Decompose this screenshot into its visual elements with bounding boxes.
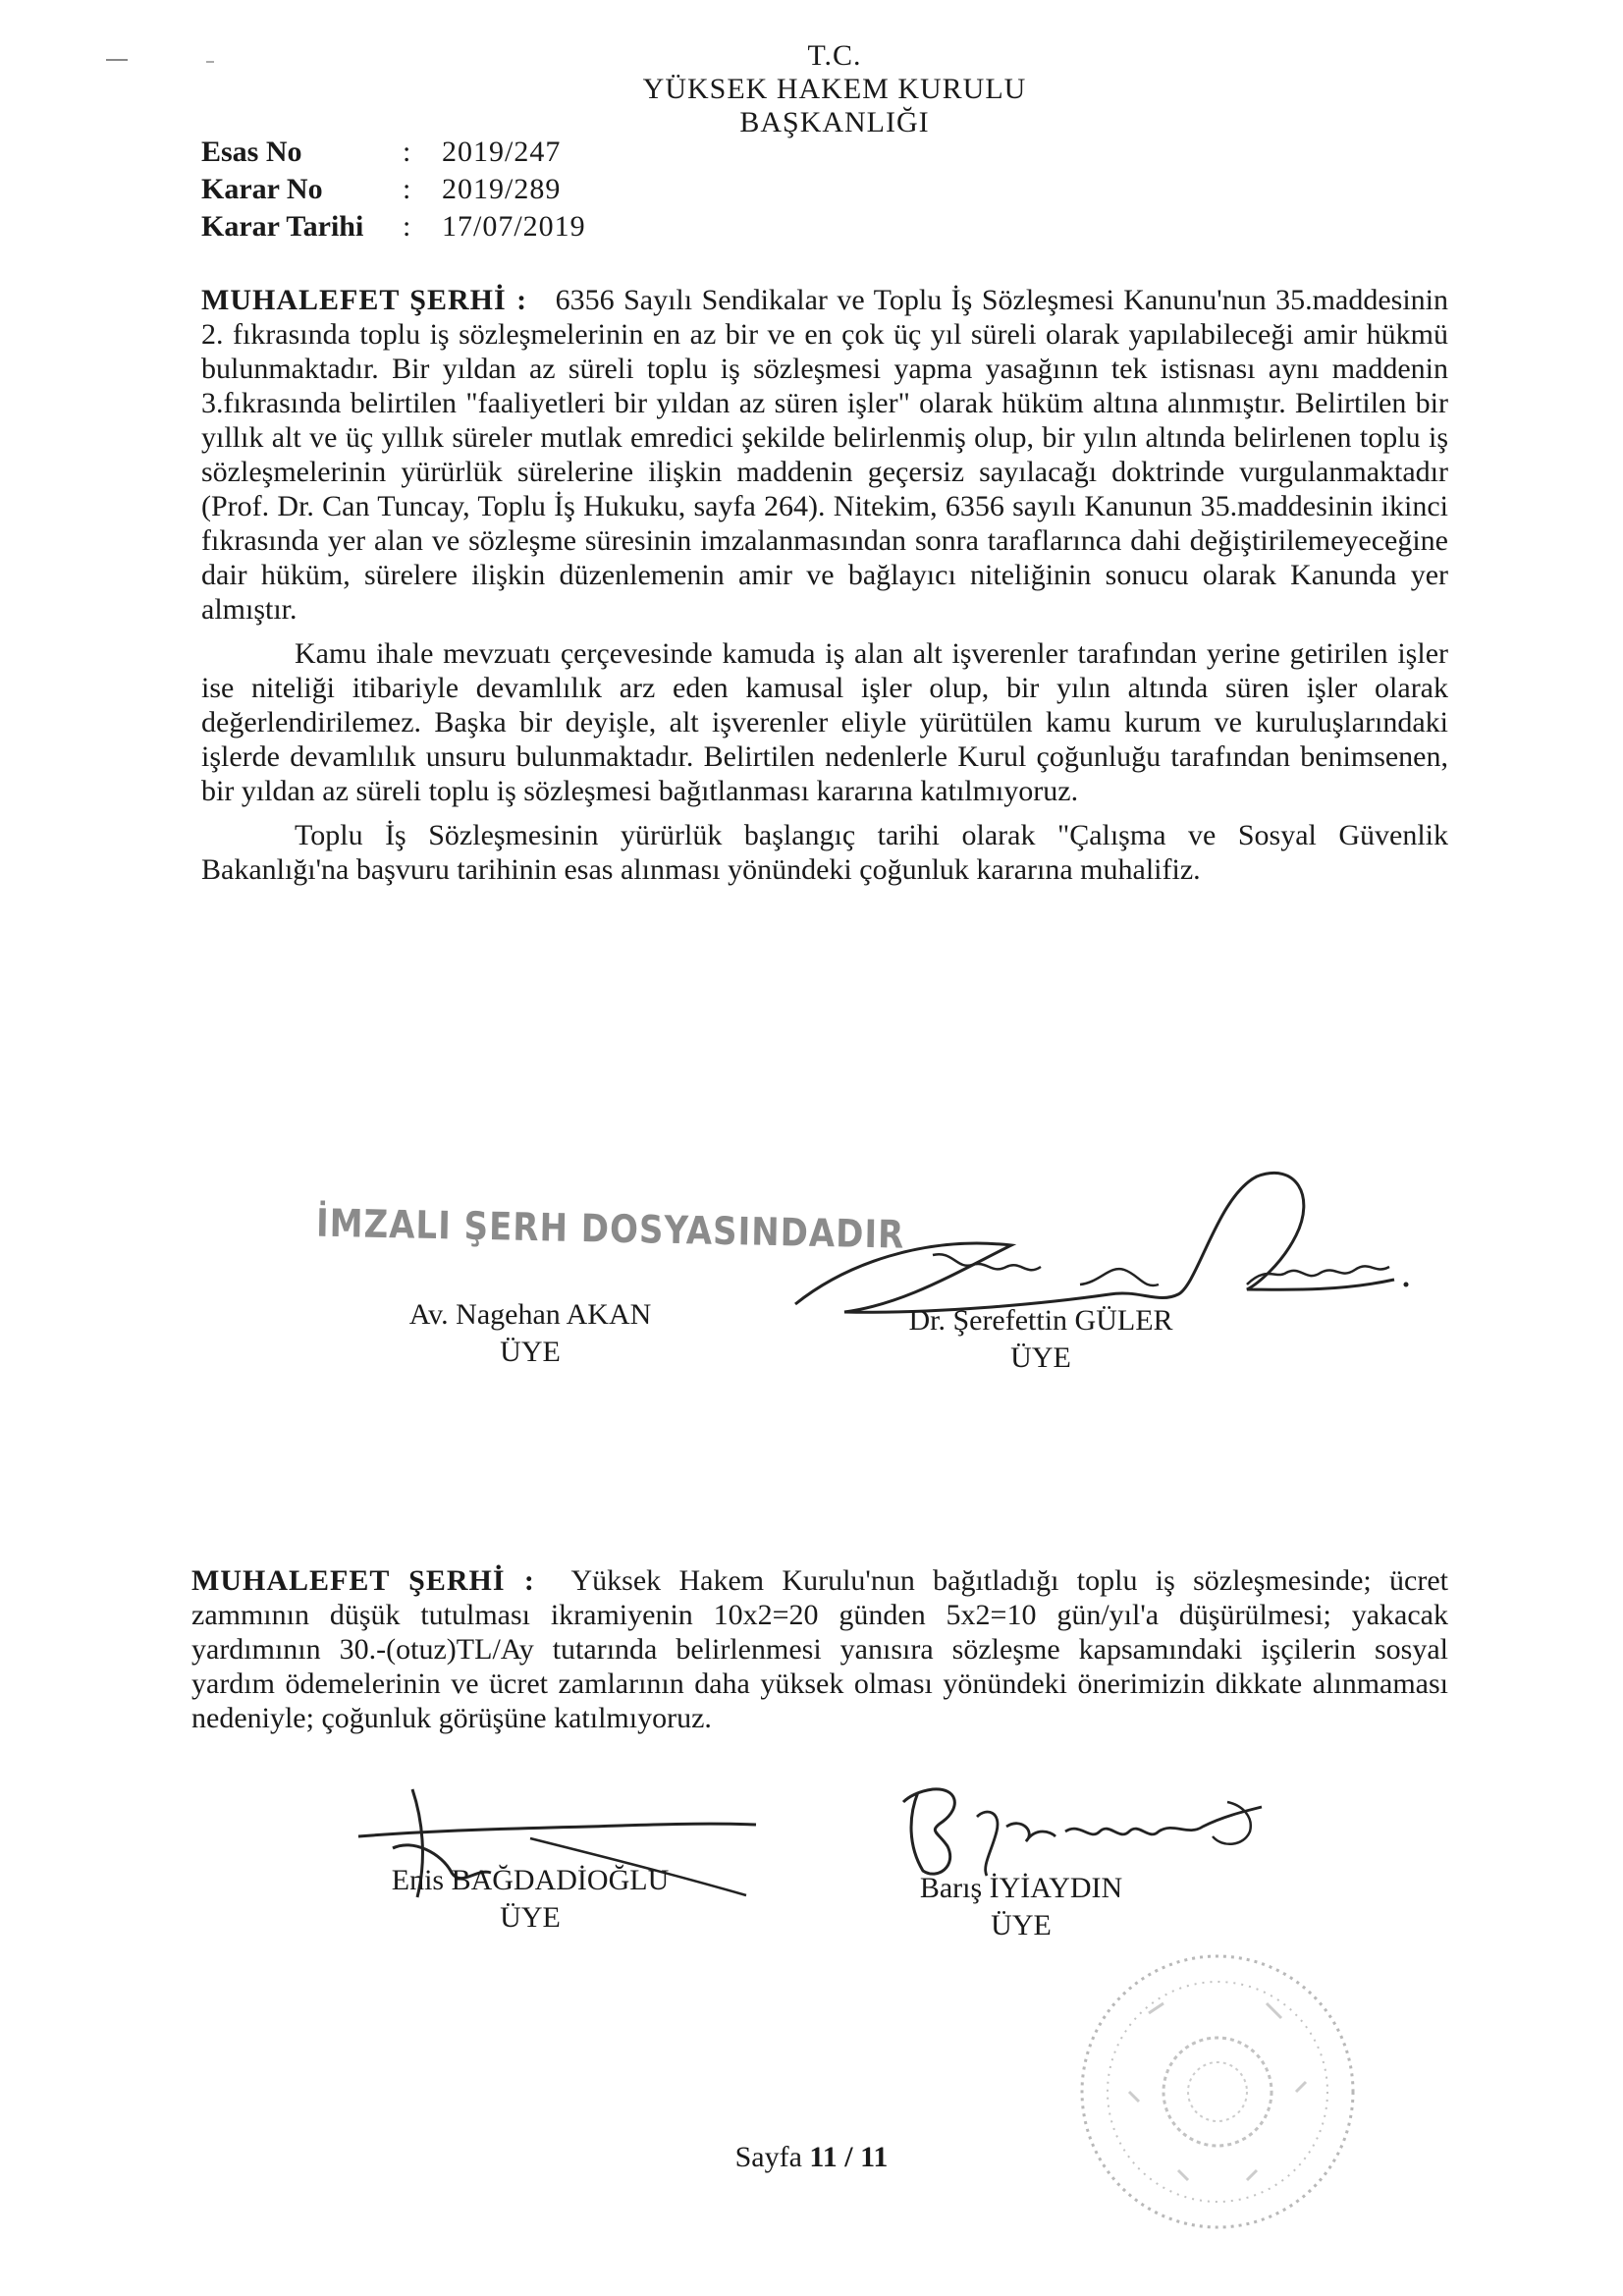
- header-line-office: BAŞKANLIĞI: [739, 106, 930, 138]
- dissent-opinion-2: [191, 1563, 1448, 1735]
- separator: :: [403, 173, 411, 205]
- dissent2-paragraph: [191, 1563, 1448, 1735]
- karar-value: 2019/289: [442, 173, 562, 205]
- header-line-institution: YÜKSEK HAKEM KURULU: [642, 73, 1027, 105]
- scan-artifact: [206, 61, 214, 63]
- signer-role: ÜYE: [991, 1909, 1052, 1941]
- signer-role: ÜYE: [1010, 1341, 1071, 1374]
- karar-row: [201, 171, 586, 208]
- signer-guler: [864, 1302, 1217, 1377]
- esas-label: Esas No: [201, 136, 302, 168]
- separator: :: [403, 210, 411, 243]
- dissent1-paragraph-1: [201, 283, 1448, 627]
- scan-artifact: [106, 59, 128, 61]
- signer-name: Dr. Şerefettin GÜLER: [908, 1304, 1173, 1337]
- signer-name: Av. Nagehan AKAN: [408, 1298, 652, 1331]
- tarih-label: Karar Tarihi: [201, 210, 364, 243]
- document-header: [589, 39, 1080, 139]
- official-seal-icon: [1070, 1944, 1365, 2244]
- dissent1-label: MUHALEFET ŞERHİ :: [201, 284, 528, 316]
- header-line-tc: T.C.: [807, 39, 862, 72]
- dissent1-paragraph-3: Toplu İş Sözleşmesinin yürürlük başlangıç tarihi olarak "Çalışma ve Sosyal Güvenlik Bakanlığı'na başvuru tarihinin esas alınması yönündeki çoğunluk kararına muhalifiz.: [201, 819, 1448, 886]
- signer-iyiaydin: [864, 1870, 1178, 1944]
- separator: :: [403, 136, 411, 168]
- dissent2-text: Yüksek Hakem Kurulu'nun bağıtladığı toplu iş sözleşmesinde; ücret zammının düşük tutulması ikramiyenin 10x2=20 günden 5x2=10 gün/yıl'a düşürülmesi; yakacak yardımının 30.-(otuz)TL/Ay tutarında belirlenmesi yanısıra sözleşme kapsamındaki işçilerin sosyal yardım ödemelerinin ve ücret zamlarının daha yüksek olması yönündeki önerimizin dikkate alınmaması nedeniyle; çoğunluk görüşüne katılmıyoruz.: [191, 1564, 1449, 1734]
- dissent-opinion-1: [201, 283, 1448, 897]
- case-metadata: [201, 134, 586, 246]
- signer-name: Enis BAĞDADİOĞLU: [391, 1864, 670, 1896]
- page-number: 11 / 11: [809, 2141, 889, 2173]
- signer-role: ÜYE: [500, 1336, 561, 1368]
- tarih-value: 17/07/2019: [442, 210, 586, 243]
- karar-label: Karar No: [201, 173, 323, 205]
- signer-bagdadioglu: [353, 1862, 707, 1937]
- signer-role: ÜYE: [500, 1901, 561, 1934]
- page-prefix: Sayfa: [734, 2141, 802, 2173]
- dissent1-p1-text: 6356 Sayılı Sendikalar ve Toplu İş Sözleşmesi Kanunu'nun 35.maddesinin 2. fıkrasında toplu iş sözleşmelerinin en az bir ve en çok üç yıl süreli olarak yapılabileceği amir hükmü bulunmaktadır. Bir yıldan az süreli toplu iş sözleşmesi yapma yasağının tek istisnası aynı maddenin 3.fıkrasında belirtilen "faaliyetleri bir yıldan az süren işler" olarak hüküm altına alınmıştır. Belirtilen bir yıllık alt ve üç yıllık süreler mutlak emredici şekilde belirlenmiş olup, bir yılın altında belirlenen toplu iş sözleşmelerinin yürürlük sürelerine ilişkin maddenin geçersiz sayılacağı doktrinde vurgulanmaktadır (Prof. Dr. Can Tuncay, Toplu İş Hukuku, sayfa 264). Nitekim, 6356 sayılı Kanunun 35.maddesinin ikinci fıkrasında yer alan ve sözleşme süresinin imzalanmasından sonra taraflarınca dahi değiştirilemeyeceğine dair hüküm, sürelere ilişkin düzenlemenin amir ve bağlayıcı niteliğinin sonucu olarak Kanunda yer almıştır.: [201, 284, 1448, 626]
- dissent1-paragraph-2: Kamu ihale mevzuatı çerçevesinde kamuda iş alan alt işverenler tarafından yerine getirilen işler ise niteliği itibariyle devamlılık arz eden kamusal işler olup, bir yılın altında süren işler olarak değerlendirilemez. Başka bir deyişle, alt işverenler eliyle yürütülen kamu kurum ve kuruluşlarındaki işlerde devamlılık unsuru bulunmaktadır. Belirtilen nedenlerle Kurul çoğunluğu tarafından benimsenen, bir yıldan az süreli toplu iş sözleşmesi bağıtlanması kararına katılmıyoruz.: [201, 637, 1448, 807]
- esas-row: [201, 134, 586, 171]
- esas-value: 2019/247: [442, 136, 562, 168]
- tarih-row: [201, 208, 586, 246]
- dissent2-label: MUHALEFET ŞERHİ :: [191, 1564, 535, 1597]
- signature-guler: [785, 1157, 1414, 1324]
- page-footer: [0, 2141, 1623, 2174]
- signer-akan: [373, 1296, 687, 1371]
- signer-name: Barış İYİAYDIN: [919, 1872, 1123, 1904]
- signed-dissent-stamp: İMZALI ŞERH DOSYASINDADIR: [315, 1200, 905, 1259]
